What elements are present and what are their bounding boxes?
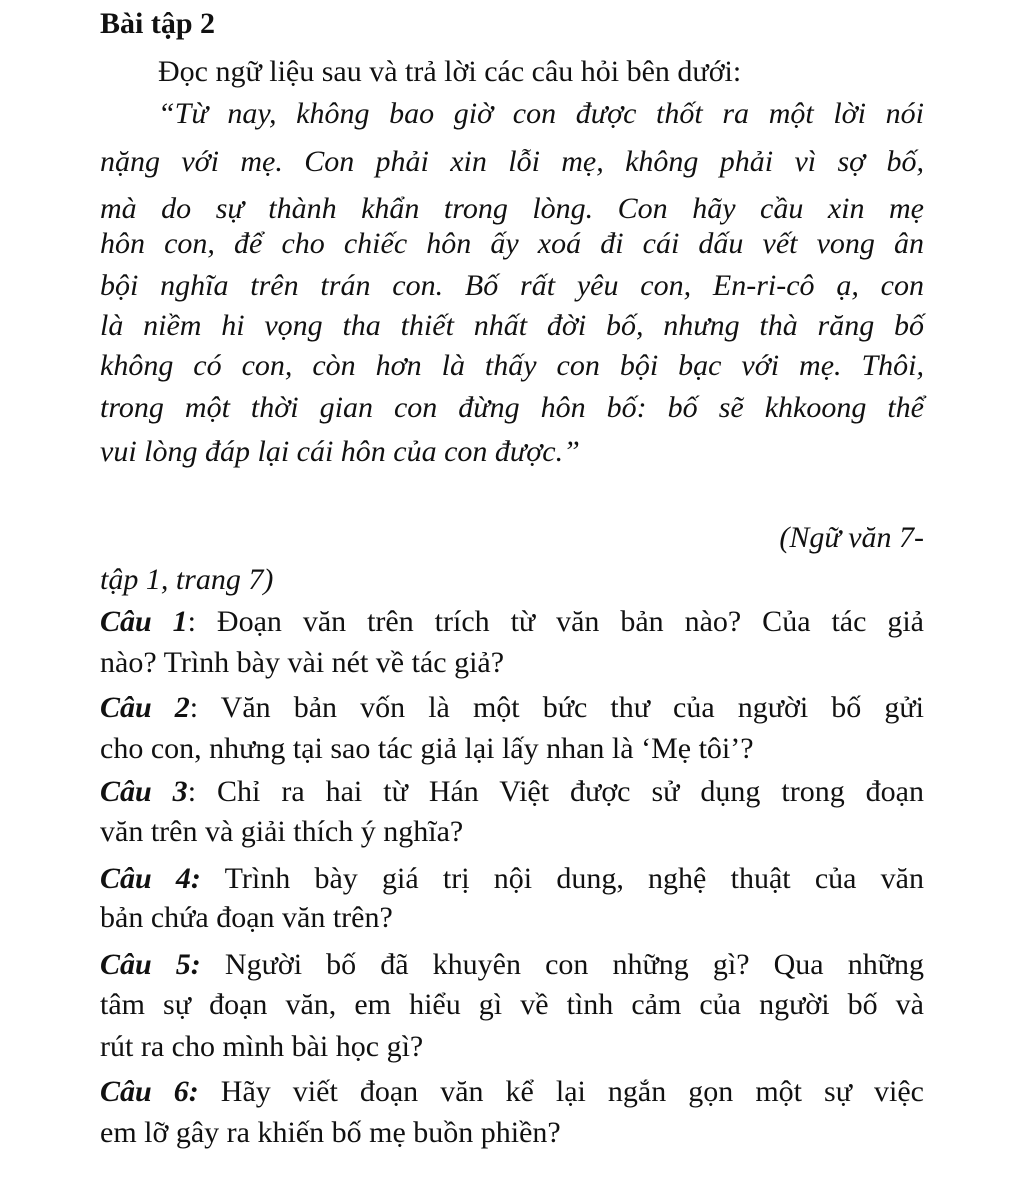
question-6-continued: em lỡ gây ra khiến bố mẹ buồn phiền? xyxy=(100,1116,561,1149)
passage-line: nặng với mẹ. Con phải xin lỗi mẹ, không phải vì sợ bố, xyxy=(100,145,924,178)
question-text: : Chỉ ra hai từ Hán Việt được sử dụng trong đoạn xyxy=(187,775,924,808)
question-1-continued: nào? Trình bày vài nét về tác giả? xyxy=(100,646,505,679)
question-3 xyxy=(100,772,924,812)
question-text: Người bố đã khuyên con những gì? Qua những xyxy=(200,948,924,981)
question-4-continued: bản chứa đoạn văn trên? xyxy=(100,901,393,934)
question-label: Câu 1 xyxy=(100,605,188,638)
question-1 xyxy=(100,602,924,642)
question-label: Câu 4: xyxy=(100,862,201,895)
question-label: Câu 5: xyxy=(100,948,201,981)
question-6 xyxy=(100,1072,924,1112)
question-label: Câu 3 xyxy=(100,775,188,808)
question-3-continued: văn trên và giải thích ý nghĩa? xyxy=(100,815,464,848)
passage-line: bội nghĩa trên trán con. Bố rất yêu con, En-ri-cô ạ, con xyxy=(100,269,924,302)
exercise-title: Bài tập 2 xyxy=(100,7,216,40)
question-5-continued: rút ra cho mình bài học gì? xyxy=(100,1030,424,1063)
passage-line: mà do sự thành khẩn trong lòng. Con hãy cầu xin mẹ xyxy=(100,192,924,225)
question-label: Câu 2 xyxy=(100,691,190,724)
passage-line: “Từ nay, không bao giờ con được thốt ra một lời nói xyxy=(158,97,924,130)
question-5-continued: tâm sự đoạn văn, em hiểu gì về tình cảm của người bố và xyxy=(100,988,924,1021)
question-text: : Văn bản vốn là một bức thư của người bố gửi xyxy=(189,691,924,724)
passage-line: vui lòng đáp lại cái hôn của con được.” xyxy=(100,435,580,468)
instruction-text: Đọc ngữ liệu sau và trả lời các câu hỏi bên dưới: xyxy=(158,55,742,88)
question-text: Trình bày giá trị nội dung, nghệ thuật của văn xyxy=(200,862,924,895)
question-2-continued: cho con, nhưng tại sao tác giả lại lấy nhan là ‘Mẹ tôi’? xyxy=(100,732,754,765)
question-text: Hãy viết đoạn văn kể lại ngắn gọn một sự việc xyxy=(198,1075,924,1108)
question-4 xyxy=(100,859,924,899)
question-label: Câu 6: xyxy=(100,1075,199,1108)
passage-line: hôn con, để cho chiếc hôn ấy xoá đi cái dấu vết vong ân xyxy=(100,227,924,260)
question-2 xyxy=(100,688,924,728)
passage-line: trong một thời gian con đừng hôn bố: bố sẽ khkoong thể xyxy=(100,391,924,424)
source-citation: (Ngữ văn 7- xyxy=(779,521,924,554)
passage-line: không có con, còn hơn là thấy con bội bạc với mẹ. Thôi, xyxy=(100,349,924,382)
passage-line: là niềm hi vọng tha thiết nhất đời bố, nhưng thà răng bố xyxy=(100,309,924,342)
question-text: : Đoạn văn trên trích từ văn bản nào? Của tác giả xyxy=(187,605,924,638)
question-5 xyxy=(100,945,924,985)
source-citation: tập 1, trang 7) xyxy=(100,563,274,596)
